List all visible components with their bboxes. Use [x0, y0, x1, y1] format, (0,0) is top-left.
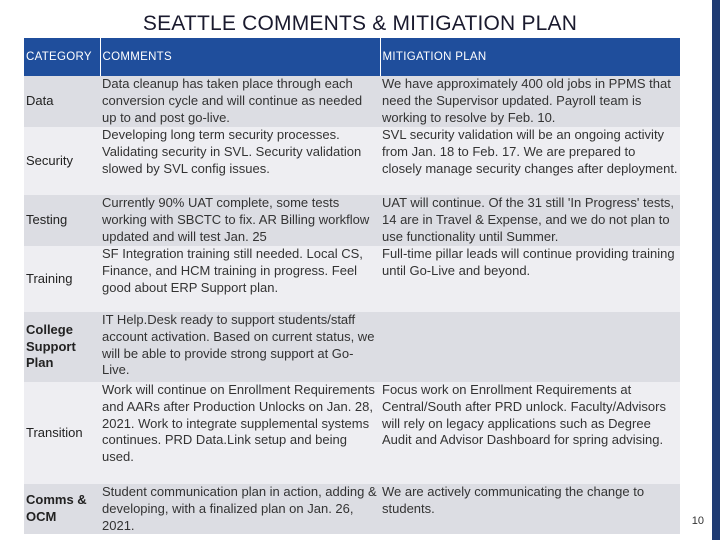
- table-row-training: [24, 246, 680, 312]
- table-row-college-support-plan: [24, 312, 680, 382]
- row-mitigation: SVL security validation will be an ongoing activity from Jan. 18 to Feb. 17. We are prepared to closely manage security changes after deployment.: [380, 127, 680, 195]
- row-mitigation: Full-time pillar leads will continue providing training until Go-Live and beyond.: [380, 246, 680, 312]
- row-comments: SF Integration training still needed. Local CS, Finance, and HCM training in progress. Feel good about ERP Support plan.: [100, 246, 380, 312]
- table-header-row: [24, 38, 680, 76]
- row-mitigation: [380, 312, 680, 382]
- row-category: Transition: [24, 382, 100, 484]
- right-accent-bar: [712, 0, 720, 540]
- row-comments: Currently 90% UAT complete, some tests working with SBCTC to fix. AR Billing workflow updated and will test Jan. 25: [100, 195, 380, 246]
- table-row-comms-ocm: [24, 484, 680, 534]
- row-category: Testing: [24, 195, 100, 246]
- header-comments: COMMENTS: [100, 38, 380, 76]
- table-row-data: [24, 76, 680, 127]
- row-comments: Developing long term security processes. Validating security in SVL. Security validation slowed by SVL config issues.: [100, 127, 380, 195]
- row-category: Comms & OCM: [24, 484, 100, 534]
- row-mitigation: Focus work on Enrollment Requirements at Central/South after PRD unlock. Faculty/Advisors will rely on legacy applications such as Degree Audit and Advisor Dashboard for spring advising.: [380, 382, 680, 484]
- row-mitigation: UAT will continue. Of the 31 still 'In Progress' tests, 14 are in Travel & Expense, and we do not plan to use functionality until Summer.: [380, 195, 680, 246]
- row-comments: Student communication plan in action, adding & developing, with a finalized plan on Jan. 26, 2021.: [100, 484, 380, 534]
- table-row-security: [24, 127, 680, 195]
- row-category: Training: [24, 246, 100, 312]
- row-category: Security: [24, 127, 100, 195]
- row-mitigation: We have approximately 400 old jobs in PPMS that need the Supervisor updated. Payroll team is working to resolve by Feb. 10.: [380, 76, 680, 127]
- table-row-testing: [24, 195, 680, 246]
- row-comments: Work will continue on Enrollment Requirements and AARs after Production Unlocks on Jan. 28, 2021. Work to integrate supplemental systems continues. PRD Data.Link setup and being used.: [100, 382, 380, 484]
- page-number: 10: [691, 515, 704, 527]
- table-row-transition: [24, 382, 680, 484]
- comments-mitigation-table: [24, 38, 680, 534]
- row-mitigation: We are actively communicating the change to students.: [380, 484, 680, 534]
- row-category: College Support Plan: [24, 312, 100, 382]
- header-category: CATEGORY: [24, 38, 100, 76]
- row-comments: Data cleanup has taken place through each conversion cycle and will continue as needed up to and post go-live.: [100, 76, 380, 127]
- header-mitigation-plan: MITIGATION PLAN: [380, 38, 680, 76]
- row-comments: IT Help.Desk ready to support students/staff account activation. Based on current status, we will be able to provide strong support at Go-Live.: [100, 312, 380, 382]
- page-title: SEATTLE COMMENTS & MITIGATION PLAN: [142, 12, 578, 35]
- row-category: Data: [24, 76, 100, 127]
